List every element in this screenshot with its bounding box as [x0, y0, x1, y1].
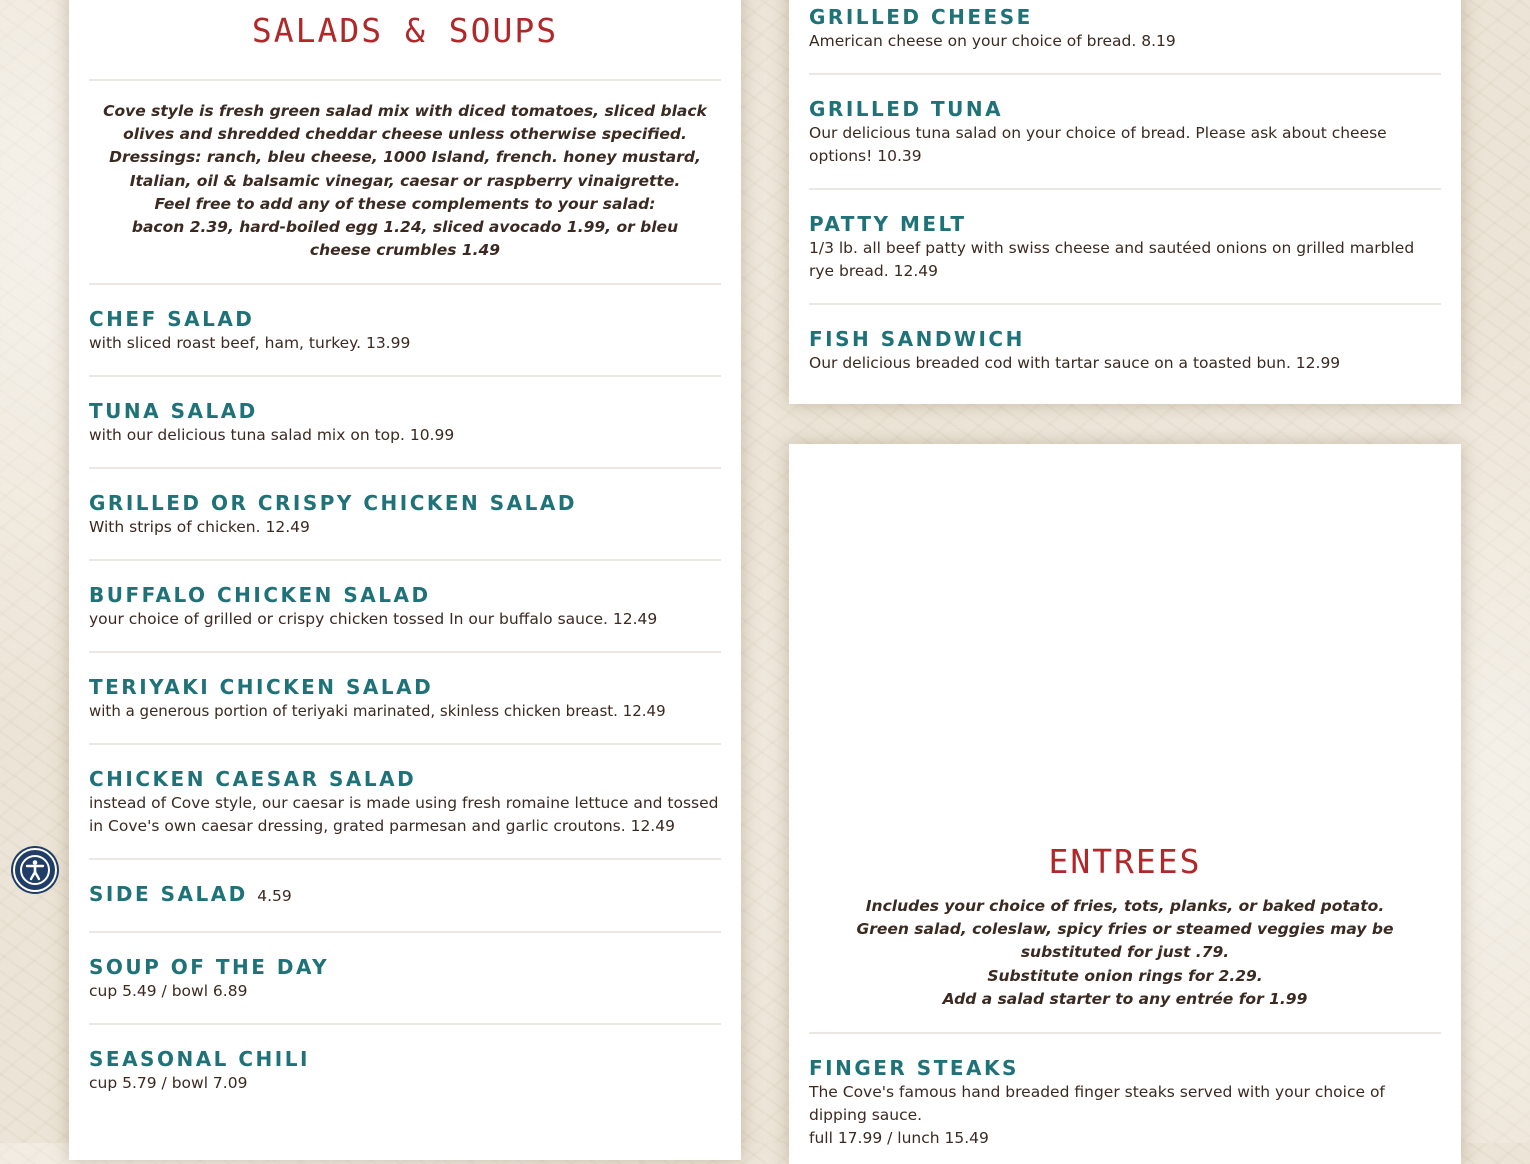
- intro-line: bacon 2.39, hard-boiled egg 1.24, sliced avocado 1.99, or bleu cheese crumbles 1.49: [131, 218, 679, 260]
- divider: [89, 559, 721, 561]
- item-name: TUNA SALAD: [89, 399, 258, 424]
- salads-soups-panel: [69, 0, 741, 1160]
- item-description: The Cove's famous hand breaded finger steaks served with your choice of dipping sauce.: [809, 1083, 1385, 1125]
- menu-item-grilled-cheese: [809, 5, 1441, 53]
- item-description: cup 5.79 / bowl 7.09: [89, 1074, 248, 1093]
- menu-item-chef-salad: [89, 307, 721, 355]
- item-name: BUFFALO CHICKEN SALAD: [89, 583, 431, 608]
- item-name: SEASONAL CHILI: [89, 1047, 310, 1072]
- menu-item-side-salad: [89, 882, 721, 908]
- menu-item-fish-sandwich: [809, 327, 1441, 375]
- item-name: GRILLED CHEESE: [809, 5, 1033, 29]
- menu-item-patty-melt: [809, 212, 1441, 283]
- intro-line: Add a salad starter to any entrée for 1.99: [942, 989, 1308, 1008]
- intro-line: Dressings: ranch, bleu cheese, 1000 Island, french. honey mustard, Italian, oil & balsamic vinegar, caesar or raspberry vinaigrette.: [109, 148, 701, 190]
- accessibility-icon: [19, 854, 51, 886]
- divider: [809, 73, 1441, 75]
- menu-item-seasonal-chili: [89, 1047, 721, 1095]
- item-description: instead of Cove style, our caesar is made using fresh romaine lettuce and tossed in Cove's own caesar dressing, grated parmesan and garlic croutons. 12.49: [89, 794, 719, 836]
- entrees-panel: [789, 444, 1461, 1164]
- item-name: FISH SANDWICH: [809, 327, 1025, 351]
- entrees-title: ENTREES: [1048, 842, 1202, 881]
- entrees-intro: [809, 895, 1441, 1011]
- divider: [89, 79, 721, 81]
- item-description: Our delicious tuna salad on your choice of bread. Please ask about cheese options! 10.39: [809, 124, 1387, 165]
- divider: [809, 303, 1441, 305]
- divider: [89, 743, 721, 745]
- item-name: GRILLED TUNA: [809, 97, 1004, 121]
- item-name: [89, 882, 721, 908]
- item-description: your choice of grilled or crispy chicken tossed In our buffalo sauce. 12.49: [89, 610, 658, 629]
- item-name: PATTY MELT: [809, 212, 967, 236]
- salads-intro: [89, 100, 721, 262]
- item-name: CHEF SALAD: [89, 307, 255, 332]
- menu-item-finger-steaks: [809, 1056, 1441, 1150]
- item-price: 4.59: [257, 887, 292, 906]
- item-name: SOUP OF THE DAY: [89, 955, 330, 980]
- divider: [89, 858, 721, 860]
- menu-item-chicken-caesar-salad: [89, 767, 721, 838]
- menu-item-grilled-crispy-chicken-salad: [89, 491, 721, 539]
- divider: [89, 1023, 721, 1025]
- salads-soups-title: SALADS & SOUPS: [251, 11, 559, 50]
- item-description: 1/3 lb. all beef patty with swiss cheese and sautéed onions on grilled marbled rye bread. 12.49: [809, 239, 1415, 280]
- divider: [809, 188, 1441, 190]
- divider: [89, 931, 721, 933]
- intro-line: Substitute onion rings for 2.29.: [987, 966, 1263, 985]
- item-description: American cheese on your choice of bread. 8.19: [809, 32, 1176, 50]
- item-description: with sliced roast beef, ham, turkey. 13.99: [89, 334, 411, 353]
- intro-line: Feel free to add any of these complements to your salad:: [154, 194, 656, 213]
- item-name-text: SIDE SALAD: [89, 882, 248, 907]
- divider: [809, 1032, 1441, 1034]
- item-name: FINGER STEAKS: [809, 1056, 1019, 1081]
- item-description: cup 5.49 / bowl 6.89: [89, 982, 248, 1001]
- item-description: with our delicious tuna salad mix on top. 10.99: [89, 426, 455, 445]
- item-name: GRILLED OR CRISPY CHICKEN SALAD: [89, 491, 577, 516]
- item-name: CHICKEN CAESAR SALAD: [89, 767, 417, 792]
- intro-line: Includes your choice of fries, tots, planks, or baked potato.: [865, 897, 1385, 915]
- entrees-image-area: [809, 444, 1441, 840]
- menu-item-tuna-salad: [89, 399, 721, 447]
- item-price: full 17.99 / lunch 15.49: [809, 1129, 989, 1148]
- menu-item-buffalo-chicken-salad: [89, 583, 721, 631]
- sandwiches-panel: [789, 0, 1461, 404]
- item-description: With strips of chicken. 12.49: [89, 518, 310, 537]
- divider: [89, 467, 721, 469]
- item-description: with a generous portion of teriyaki marinated, skinless chicken breast. 12.49: [89, 702, 666, 721]
- menu-item-grilled-tuna: [809, 97, 1441, 168]
- item-description: Our delicious breaded cod with tartar sauce on a toasted bun. 12.99: [809, 354, 1341, 372]
- item-name: TERIYAKI CHICKEN SALAD: [89, 675, 434, 700]
- intro-line: Cove style is fresh green salad mix with diced tomatoes, sliced black olives and shredded cheddar cheese unless otherwise specified.: [103, 102, 707, 144]
- divider: [89, 375, 721, 377]
- menu-item-soup-of-the-day: [89, 955, 721, 1003]
- menu-item-teriyaki-chicken-salad: [89, 675, 721, 723]
- divider: [89, 651, 721, 653]
- accessibility-button[interactable]: [13, 848, 57, 892]
- divider: [89, 283, 721, 285]
- intro-line: Green salad, coleslaw, spicy fries or steamed veggies may be substituted for just .79.: [856, 920, 1394, 962]
